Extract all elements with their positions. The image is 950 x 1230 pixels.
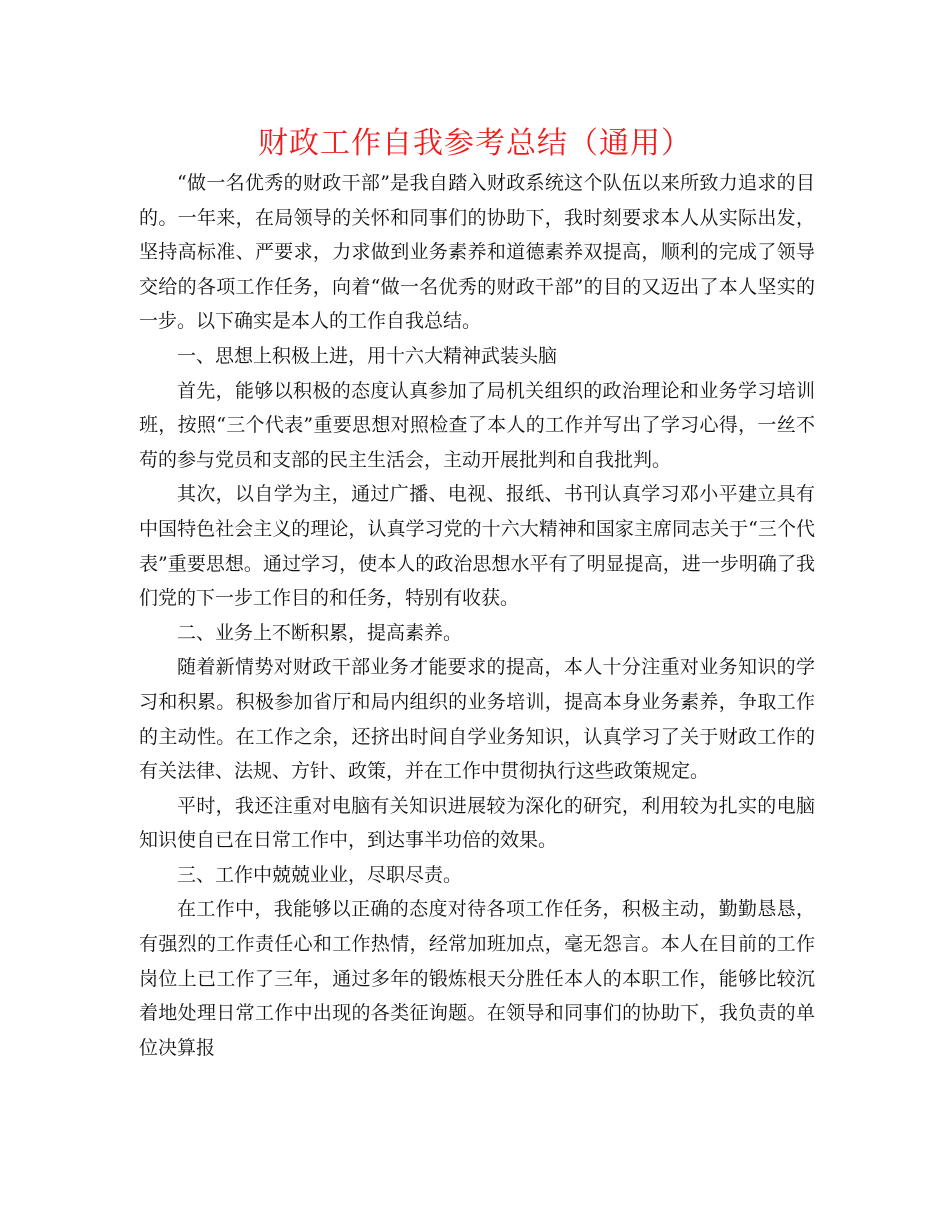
section-heading-1: 一、思想上积极上进，用十六大精神武装头脑 (177, 344, 558, 367)
document-title: 财政工作自我参考总结（通用） (258, 126, 692, 161)
paragraph-intro: “做一名优秀的财政干部”是我自踏入财政系统这个队伍以来所致力追求的目的。一年来，在局领导的关怀和同事们的协助下，我时刻要求本人从实际出发，坚持高标准、严要求，力求做到业务素养和道德素养双提高，顺利的完成了领导交给的各项工作任务，向着“做一名优秀的财政干部”的目的又迈出了本人坚实的一步。以下确实是本人的工作自我总结。 (139, 172, 815, 333)
paragraph: 平时，我还注重对电脑有关知识进展较为深化的研究，利用较为扎实的电脑知识使自已在日常工作中，到达事半功倍的效果。 (139, 794, 815, 852)
document-body (139, 166, 815, 1065)
paragraph: 首先，能够以积极的态度认真参加了局机关组织的政治理论和业务学习培训班，按照“三个代表”重要思想对照检查了本人的工作并写出了学习心得，一丝不苟的参与党员和支部的民主生活会，主动开展批判和自我批判。 (139, 379, 815, 471)
section-heading-2: 二、业务上不断积累，提高素养。 (177, 621, 463, 644)
section-heading-3: 三、工作中兢兢业业，尽职尽责。 (177, 863, 463, 886)
paragraph: 其次，以自学为主，通过广播、电视、报纸、书刊认真学习邓小平建立具有中国特色社会主义的理论，认真学习党的十六大精神和国家主席同志关于“三个代表”重要思想。通过学习，使本人的政治思想水平有了明显提高，进一步明确了我们党的下一步工作目的和任务，特别有收获。 (139, 483, 815, 610)
paragraph: 随着新情势对财政干部业务才能要求的提高，本人十分注重对业务知识的学习和积累。积极参加省厅和局内组织的业务培训，提高本身业务素养，争取工作的主动性。在工作之余，还挤出时间自学业务知识，认真学习了关于财政工作的有关法律、法规、方针、政策，并在工作中贯彻执行这些政策规定。 (139, 656, 815, 783)
paragraph: 在工作中，我能够以正确的态度对待各项工作任务，积极主动，勤勤恳恳，有强烈的工作责任心和工作热情，经常加班加点，毫无怨言。本人在目前的工作岗位上已工作了三年，通过多年的锻炼根天分胜任本人的本职工作，能够比较沉着地处理日常工作中出现的各类征询题。在领导和同事们的协助下，我负责的单位决算报 (139, 898, 815, 1059)
